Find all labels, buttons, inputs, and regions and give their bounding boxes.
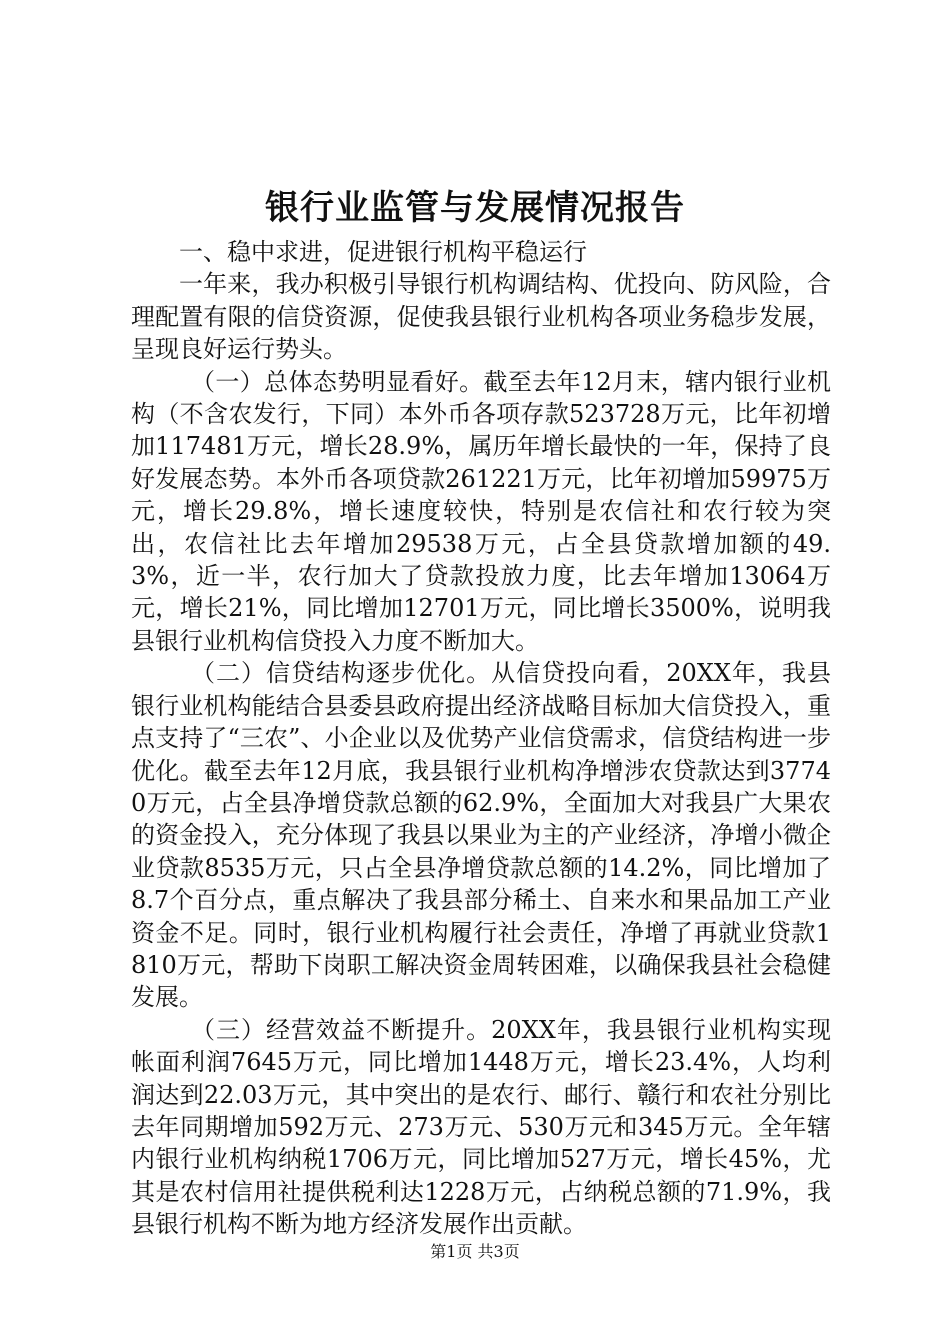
paragraph: （一）总体态势明显看好。截至去年12月末，辖内银行业机构（不含农发行，下同）本外币各项存款523728万元，比年初增加117481万元，增长28.9%，属历年增长最快的一年，保持了良好发展态势。本外币各项贷款261221万元，比年初增加59975万元，增长29.8%，增长速度较快，特别是农信社和农行较为突出，农信社比去年增加29538万元，占全县贷款增加额的49.3%，近一半，农行加大了贷款投放力度，比去年增加13064万元，增长21%，同比增加12701万元，同比增长3500%，说明我县银行业机构信贷投入力度不断加大。	[131, 367, 831, 655]
document-body	[131, 236, 831, 1241]
section-heading: 一、稳中求进，促进银行机构平稳运行	[179, 238, 587, 266]
paragraph: （二）信贷结构逐步优化。从信贷投向看，20XX年，我县银行业机构能结合县委县政府提出经济战略目标加大信贷投入，重点支持了“三农”、小企业以及优势产业信贷需求，信贷结构进一步优化。截至去年12月底，我县银行业机构净增涉农贷款达到37740万元，占全县净增贷款总额的62.9%，全面加大对我县广大果农的资金投入，充分体现了我县以果业为主的产业经济，净增小微企业贷款8535万元，只占全县净增贷款总额的14.2%，同比增加了8.7个百分点，重点解决了我县部分稀土、自来水和果品加工产业资金不足。同时，银行业机构履行社会责任，净增了再就业贷款1810万元，帮助下岗职工解决资金周转困难，以确保我县社会稳健发展。	[131, 659, 831, 1012]
paragraph: 一年来，我办积极引导银行机构调结构、优投向、防风险，合理配置有限的信贷资源，促使我县银行业机构各项业务稳步发展，呈现良好运行势头。	[131, 270, 831, 364]
document-title: 银行业监管与发展情况报告	[265, 188, 685, 228]
paragraph: （三）经营效益不断提升。20XX年，我县银行业机构实现帐面利润7645万元，同比增加1448万元，增长23.4%，人均利润达到22.03万元，其中突出的是农行、邮行、赣行和农社分别比去年同期增加592万元、273万元、530万元和345万元。全年辖内银行业机构纳税1706万元，同比增加527万元，增长45%，尤其是农村信用社提供税利达1228万元，占纳税总额的71.9%，我县银行机构不断为地方经济发展作出贡献。	[131, 1015, 831, 1239]
page-footer: 第1页 共3页	[430, 1242, 520, 1261]
